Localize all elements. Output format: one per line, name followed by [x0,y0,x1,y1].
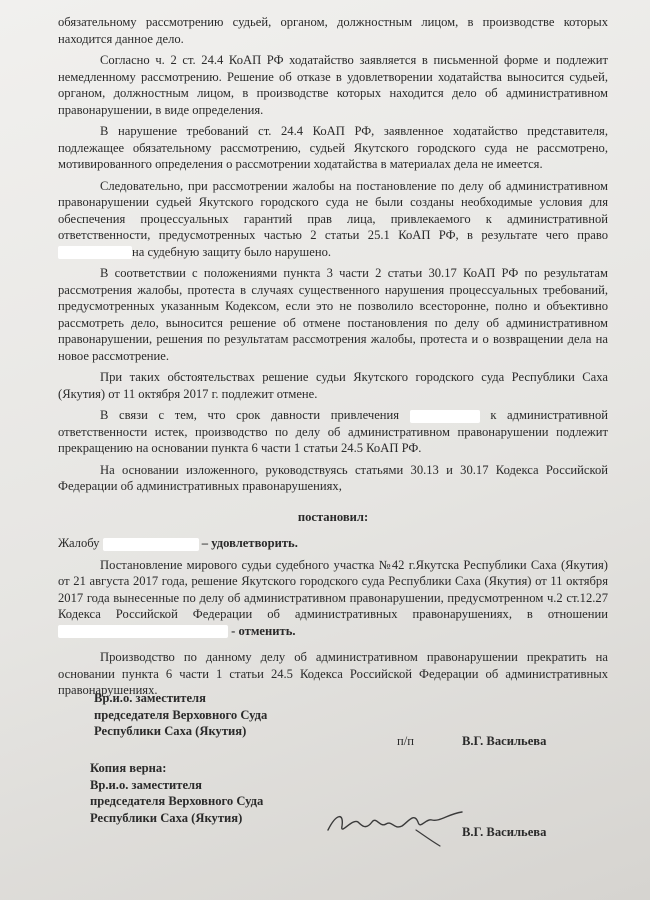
resolution-2-cancel: отменить. [238,623,296,638]
paragraph-2: Согласно ч. 2 ст. 24.4 КоАП РФ ходатайство заявляется в письменной форме и подлежит немедленному рассмотрению. Решение об отказе в удовлетворении ходатайства выносится судьей, органом, должностным лицом, в производстве которых находится дело об административном правонарушении, в виде определения. [58,53,608,117]
copy-block [90,760,263,826]
resolution-3: Производство по данному делу об административном правонарушении прекратить на основании пункта 6 части 1 статьи 24.5 Кодекса Российской Федерации об административных правонарушениях. [58,650,608,697]
copy-certified-label: Копия верна: [90,761,167,775]
copy-position-line-2: председателя Верховного Суда [90,794,264,808]
document-body [58,14,608,704]
copy-name: В.Г. Васильева [462,825,547,839]
signature-pp: п/п [397,734,414,748]
signature-name: В.Г. Васильева [462,734,547,748]
resolution-2 [58,557,608,640]
paragraph-8: На основании изложенного, руководствуясь статьями 30.13 и 30.17 Кодекса Российской Федерации об административных правонарушениях, [58,462,608,493]
paragraph-7 [58,407,608,457]
resolution-1-text-b: – удовлетворить. [201,536,298,550]
resolution-1 [58,535,608,552]
paragraph-7-text-b: к административной ответственности истек, производство по делу об административном правонарушении подлежит прекращению на основании пункта 6 части 1 статьи 24.5 КоАП РФ. [58,408,609,455]
resolution-heading: постановил: [297,509,369,524]
paragraph-4-text-b: на судебную защиту было нарушено. [132,244,332,259]
redaction-box [58,246,132,259]
signature-position-line-1: Вр.и.о. заместителя [94,691,206,705]
paragraph-3: В нарушение требований ст. 24.4 КоАП РФ, заявленное ходатайство представителя, подлежащее обязательному рассмотрению, судьей Якутского городского суда не рассмотрено, мотивированного определения о рассмотрении ходатайства в материалах дела не имеется. [58,124,608,171]
paragraph-1: обязательному рассмотрению судьей, органом, должностным лицом, в производстве которых находится данное дело. [58,15,608,46]
paragraph-4 [58,178,608,261]
signature-block [94,690,267,740]
copy-position-line-1: Вр.и.о. заместителя [90,777,202,792]
resolution-1-text-a: Жалобу [58,536,100,550]
paragraph-6: При таких обстоятельствах решение судьи Якутского городского суда Республики Саха (Якутия) от 11 октября 2017 г. подлежит отмене. [58,370,608,401]
handwritten-signature-icon [322,800,472,850]
redaction-box [103,538,199,551]
paragraph-5: В соответствии с положениями пункта 3 части 2 статьи 30.17 КоАП РФ по результатам рассмотрения жалобы, протеста в случаях существенного нарушения процессуальных требований, предусмотренных указанным Кодексом, если это не позволило всесторонне, полно и объективно рассмотреть дело, выносится решение об отмене постановления по делу об административном правонарушении, решения по результатам рассмотрения жалобы, протеста и о возвращении дела на новое рассмотрение. [58,266,608,363]
redaction-box [58,625,228,638]
paragraph-4-text-a: Следовательно, при рассмотрении жалобы на постановление по делу об административном правонарушении судьей Якутского городского суда не были созданы необходимые условия для обеспечения процессуальных гарантий прав лица, привлекаемого к административной ответственности, предусмотренных частью 2 статьи 25.1 КоАП РФ, в результате чего право [58,178,608,242]
copy-position-line-3: Республики Саха (Якутия) [90,810,243,825]
resolution-2-dash: - [231,623,236,638]
paragraph-7-text-a: В связи с тем, что срок давности привлечения [100,408,400,422]
signature-position-line-3: Республики Саха (Якутия) [94,724,247,738]
resolution-2-text: Постановление мирового судьи судебного участка №42 г.Якутска Республики Саха (Якутия) от 21 августа 2017 года, решение Якутского городского суда Республики Саха (Якутия) от 11 октября 2017 года вынесенные по делу об административном правонарушении, предусмотренном ч.2 ст.12.27 Кодекса Российской Федерации об административных правонарушениях, в отношении [58,557,608,621]
signature-position-line-2: председателя Верховного Суда [94,707,268,722]
redaction-box [410,410,480,423]
